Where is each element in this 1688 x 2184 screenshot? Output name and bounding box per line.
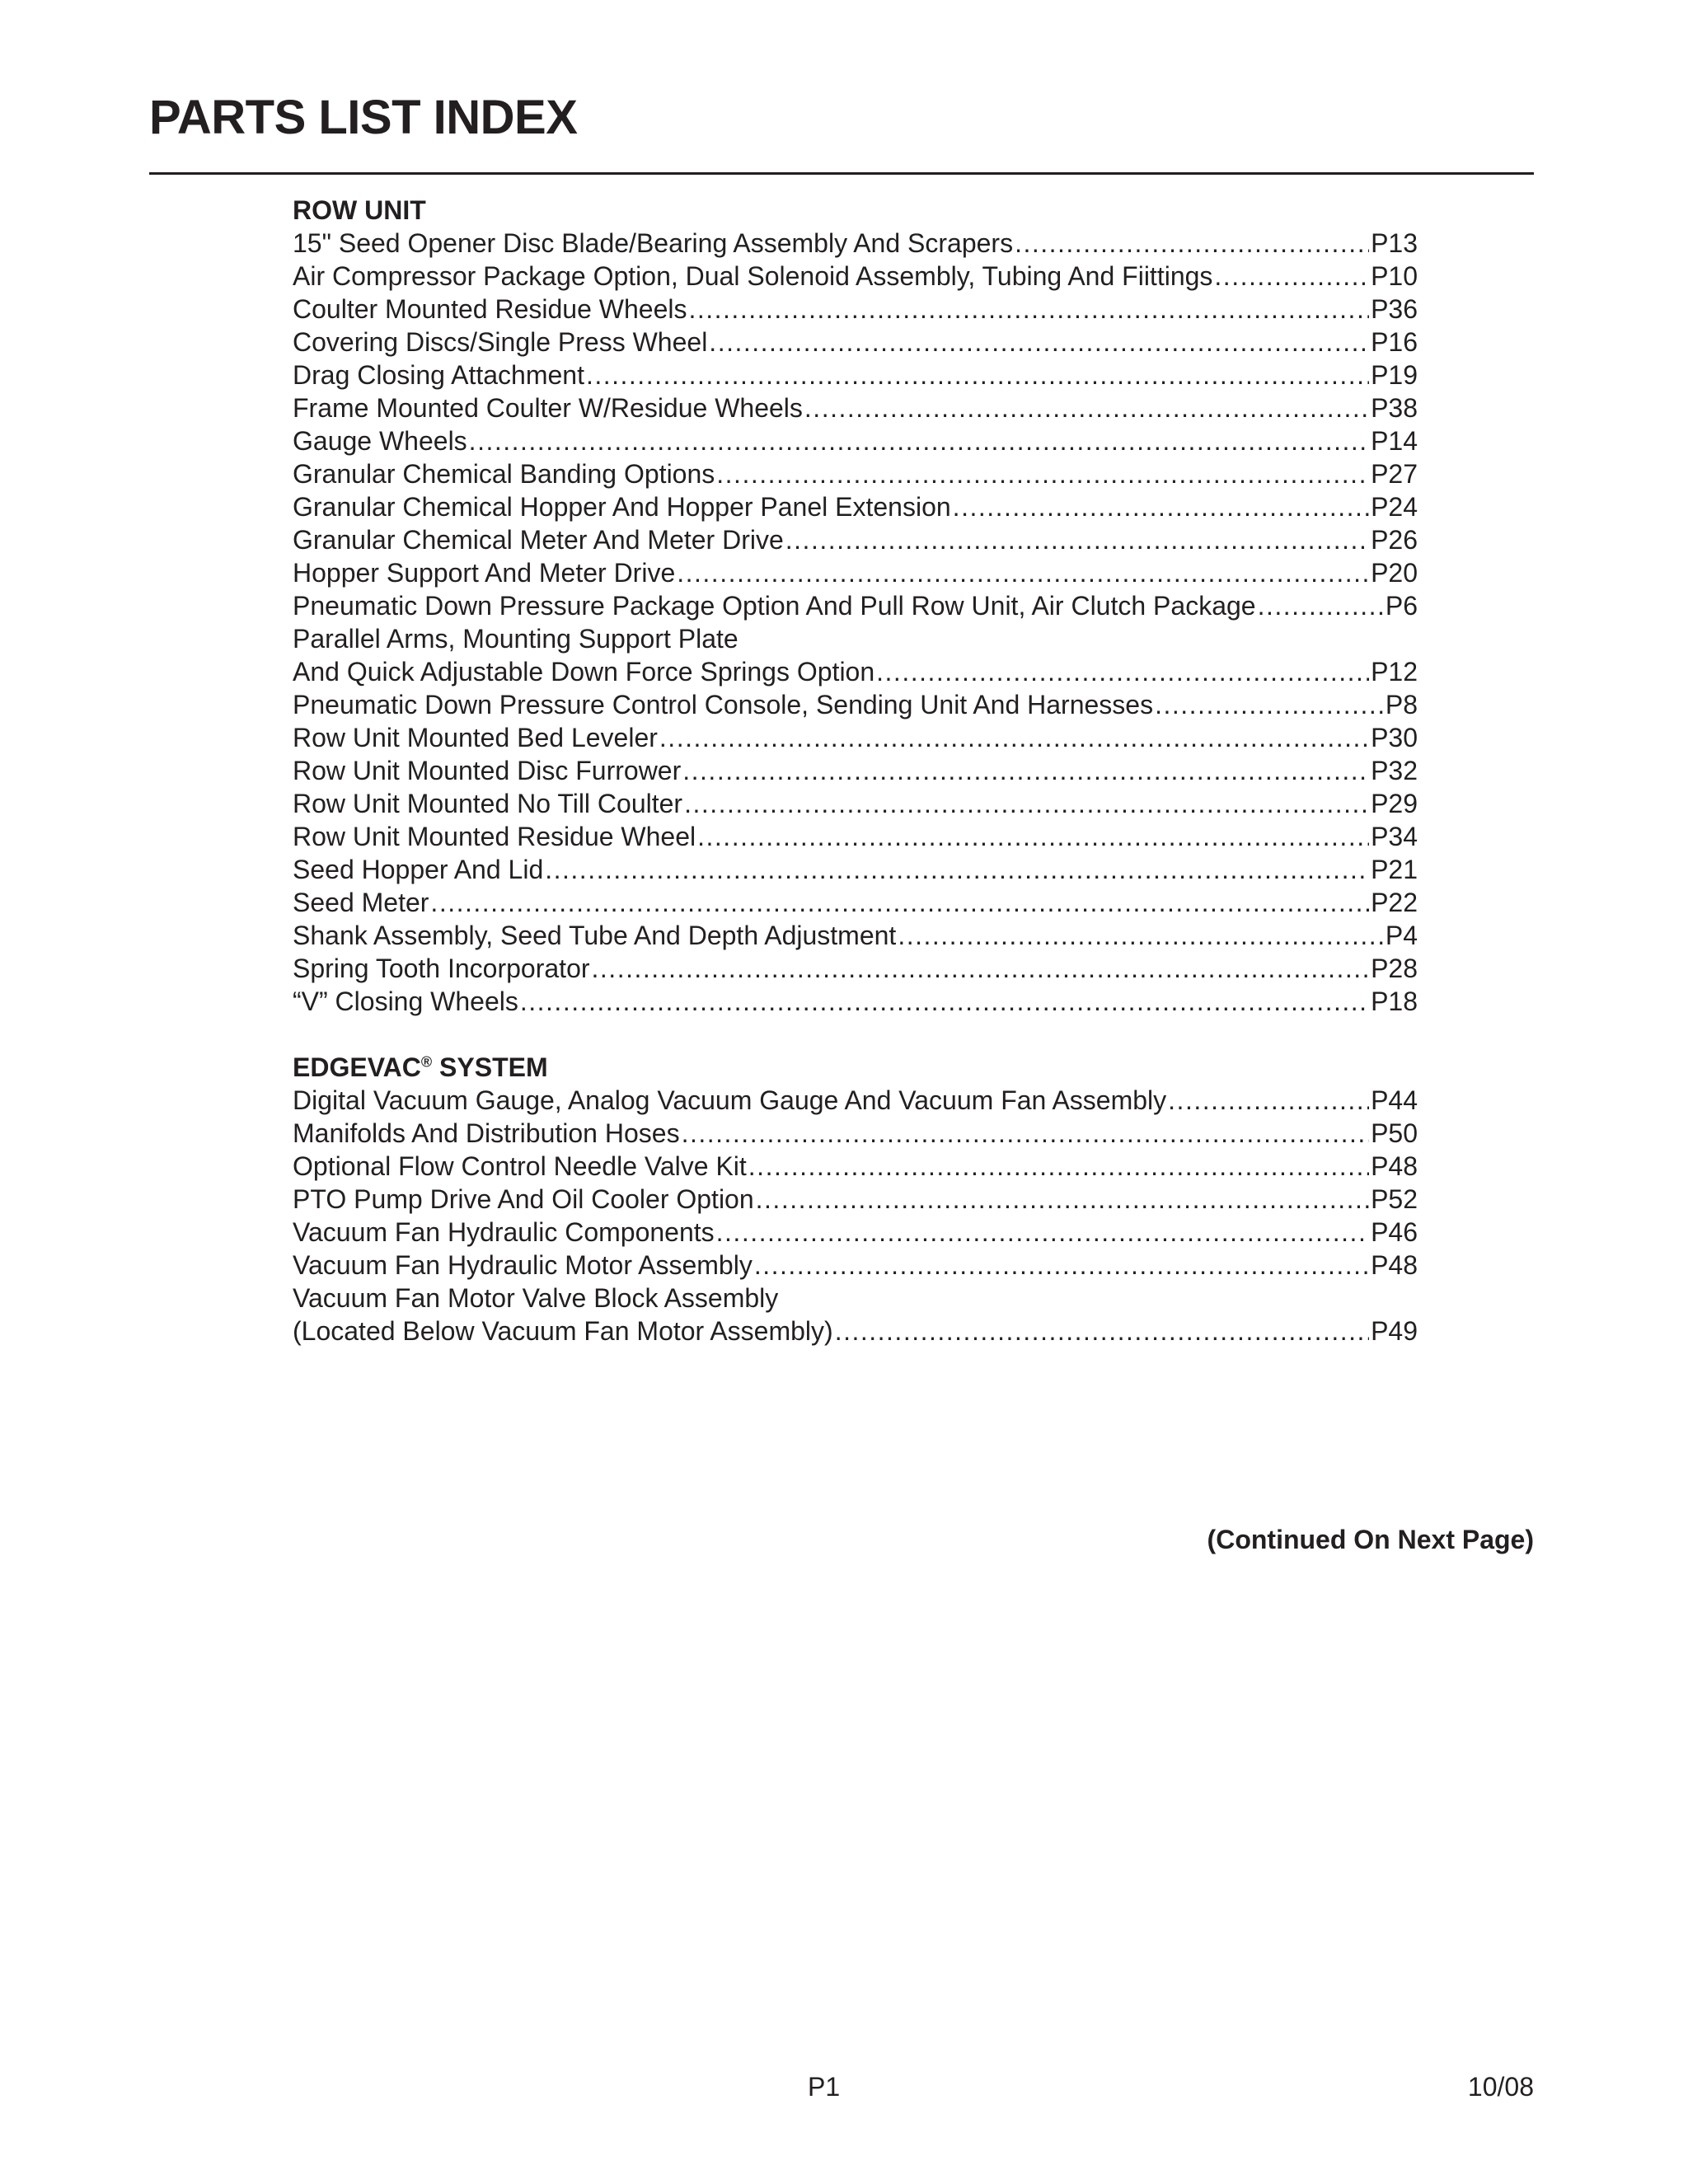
index-entry-line	[293, 688, 1418, 721]
entry-title: Seed Hopper And Lid	[293, 855, 544, 884]
dot-leader	[659, 721, 1369, 754]
entry-title: And Quick Adjustable Down Force Springs Option	[293, 657, 875, 687]
entry-title: Granular Chemical Meter And Meter Drive	[293, 525, 784, 555]
index-entry	[293, 1084, 1418, 1117]
entry-title: Covering Discs/Single Press Wheel	[293, 327, 708, 357]
entry-page-ref: P6	[1385, 591, 1418, 621]
section-heading-text: EDGEVAC	[293, 1052, 421, 1082]
index-entry	[293, 523, 1418, 556]
section-heading-suffix: SYSTEM	[432, 1052, 548, 1082]
section-spacer	[293, 1018, 1418, 1051]
dot-leader	[1168, 1084, 1369, 1117]
dot-leader	[592, 952, 1370, 985]
entry-page-ref: P32	[1371, 756, 1418, 785]
parts-index-list	[293, 194, 1418, 1347]
index-entry	[293, 260, 1418, 293]
index-entry	[293, 457, 1418, 490]
dot-leader	[804, 391, 1369, 424]
entry-title: PTO Pump Drive And Oil Cooler Option	[293, 1184, 754, 1214]
index-entry	[293, 1282, 1418, 1347]
index-entry-line	[293, 293, 1418, 326]
entry-title: Granular Chemical Banding Options	[293, 459, 715, 489]
dot-leader	[748, 1150, 1369, 1183]
index-entry-line	[293, 260, 1418, 293]
title-divider	[149, 172, 1534, 175]
entry-title: Pneumatic Down Pressure Package Option And Pull Row Unit, Air Clutch Package	[293, 591, 1256, 621]
entry-title: 15" Seed Opener Disc Blade/Bearing Assembly And Scrapers	[293, 228, 1014, 258]
index-entry	[293, 1183, 1418, 1216]
index-entry-line	[293, 589, 1418, 622]
entry-title: “V” Closing Wheels	[293, 987, 518, 1016]
entry-title: Vacuum Fan Motor Valve Block Assembly	[293, 1283, 779, 1313]
entry-title: Vacuum Fan Hydraulic Motor Assembly	[293, 1250, 753, 1280]
continued-note: (Continued On Next Page)	[1207, 1525, 1534, 1554]
dot-leader	[898, 919, 1384, 952]
index-entry	[293, 1249, 1418, 1282]
index-entry	[293, 919, 1418, 952]
entry-title: Coulter Mounted Residue Wheels	[293, 294, 687, 324]
index-entry-line	[293, 1282, 1418, 1315]
index-entry	[293, 721, 1418, 754]
dot-leader	[876, 655, 1369, 688]
entry-page-ref: P13	[1371, 228, 1418, 258]
entry-title: Manifolds And Distribution Hoses	[293, 1118, 680, 1148]
dot-leader	[756, 1183, 1369, 1216]
index-entry-line	[293, 457, 1418, 490]
index-entry	[293, 1216, 1418, 1249]
dot-leader	[835, 1315, 1369, 1347]
index-entry-line	[293, 919, 1418, 952]
index-entry	[293, 853, 1418, 886]
section-heading-text: ROW UNIT	[293, 195, 426, 225]
index-entry-line	[293, 820, 1418, 853]
registered-mark: ®	[420, 1053, 433, 1071]
entry-page-ref: P4	[1385, 921, 1418, 950]
entry-title: Parallel Arms, Mounting Support Plate	[293, 624, 738, 654]
index-entry-line	[293, 391, 1418, 424]
footer-page-number: P1	[808, 2072, 841, 2102]
entry-page-ref: P48	[1371, 1250, 1418, 1280]
index-entry	[293, 1150, 1418, 1183]
entry-title: Optional Flow Control Needle Valve Kit	[293, 1151, 747, 1181]
index-entry	[293, 227, 1418, 260]
dot-leader	[545, 853, 1369, 886]
index-entry	[293, 589, 1418, 622]
entry-title: Row Unit Mounted Disc Furrower	[293, 756, 682, 785]
entry-page-ref: P26	[1371, 525, 1418, 555]
entry-page-ref: P38	[1371, 393, 1418, 423]
index-entry-line	[293, 1084, 1418, 1117]
entry-page-ref: P52	[1371, 1184, 1418, 1214]
dot-leader	[716, 457, 1369, 490]
index-entry-line	[293, 985, 1418, 1018]
index-entry-line	[293, 655, 1418, 688]
index-entry	[293, 622, 1418, 688]
entry-page-ref: P18	[1371, 987, 1418, 1016]
entry-page-ref: P10	[1371, 261, 1418, 291]
index-entry	[293, 490, 1418, 523]
index-entry	[293, 556, 1418, 589]
dot-leader	[430, 886, 1369, 919]
entry-page-ref: P46	[1371, 1217, 1418, 1247]
entry-page-ref: P21	[1371, 855, 1418, 884]
index-entry-line	[293, 1315, 1418, 1347]
index-entry	[293, 424, 1418, 457]
index-entry-line	[293, 326, 1418, 359]
index-entry	[293, 1117, 1418, 1150]
entry-title: (Located Below Vacuum Fan Motor Assembly)	[293, 1316, 833, 1346]
index-entry	[293, 391, 1418, 424]
entry-page-ref: P19	[1371, 360, 1418, 390]
entry-title: Row Unit Mounted No Till Coulter	[293, 789, 683, 818]
dot-leader	[684, 787, 1369, 820]
entry-title: Row Unit Mounted Bed Leveler	[293, 723, 658, 752]
index-entry	[293, 952, 1418, 985]
index-entry	[293, 359, 1418, 391]
section-heading	[293, 194, 1418, 227]
index-entry	[293, 886, 1418, 919]
dot-leader	[1214, 260, 1369, 293]
index-entry-line	[293, 721, 1418, 754]
entry-title: Air Compressor Package Option, Dual Solenoid Assembly, Tubing And Fiittings	[293, 261, 1213, 291]
entry-page-ref: P20	[1371, 558, 1418, 588]
index-entry	[293, 688, 1418, 721]
index-entry	[293, 293, 1418, 326]
entry-page-ref: P8	[1385, 690, 1418, 719]
dot-leader	[754, 1249, 1369, 1282]
section-heading	[293, 1051, 1418, 1084]
entry-page-ref: P44	[1371, 1085, 1418, 1115]
index-entry-line	[293, 1249, 1418, 1282]
index-entry-line	[293, 754, 1418, 787]
entry-page-ref: P34	[1371, 822, 1418, 851]
index-entry-line	[293, 227, 1418, 260]
dot-leader	[953, 490, 1369, 523]
entry-page-ref: P36	[1371, 294, 1418, 324]
entry-title: Drag Closing Attachment	[293, 360, 584, 390]
dot-leader	[682, 1117, 1370, 1150]
entry-title: Hopper Support And Meter Drive	[293, 558, 676, 588]
index-entry-line	[293, 622, 1418, 655]
dot-leader	[469, 424, 1369, 457]
entry-page-ref: P22	[1371, 888, 1418, 917]
dot-leader	[520, 985, 1369, 1018]
footer-date: 10/08	[1467, 2072, 1534, 2102]
index-entry-line	[293, 1150, 1418, 1183]
entry-title: Seed Meter	[293, 888, 429, 917]
entry-page-ref: P29	[1371, 789, 1418, 818]
entry-title: Granular Chemical Hopper And Hopper Panel Extension	[293, 492, 951, 522]
dot-leader	[682, 754, 1369, 787]
entry-title: Shank Assembly, Seed Tube And Depth Adjustment	[293, 921, 897, 950]
entry-page-ref: P50	[1371, 1118, 1418, 1148]
dot-leader	[785, 523, 1369, 556]
entry-page-ref: P16	[1371, 327, 1418, 357]
index-entry-line	[293, 853, 1418, 886]
index-entry-line	[293, 1117, 1418, 1150]
index-entry-line	[293, 1216, 1418, 1249]
entry-page-ref: P12	[1371, 657, 1418, 687]
index-section	[293, 194, 1418, 1018]
page-title: PARTS LIST INDEX	[149, 91, 578, 144]
index-entry-line	[293, 359, 1418, 391]
dot-leader	[1258, 589, 1384, 622]
dot-leader	[709, 326, 1369, 359]
dot-leader	[1155, 688, 1384, 721]
index-entry-line	[293, 886, 1418, 919]
dot-leader	[1015, 227, 1369, 260]
entry-page-ref: P28	[1371, 954, 1418, 983]
index-entry-line	[293, 523, 1418, 556]
index-entry	[293, 820, 1418, 853]
entry-title: Digital Vacuum Gauge, Analog Vacuum Gauge And Vacuum Fan Assembly	[293, 1085, 1167, 1115]
entry-title: Gauge Wheels	[293, 426, 467, 456]
index-entry	[293, 985, 1418, 1018]
dot-leader	[688, 293, 1369, 326]
entry-page-ref: P49	[1371, 1316, 1418, 1346]
index-entry	[293, 326, 1418, 359]
index-entry-line	[293, 787, 1418, 820]
entry-title: Pneumatic Down Pressure Control Console, Sending Unit And Harnesses	[293, 690, 1154, 719]
entry-page-ref: P48	[1371, 1151, 1418, 1181]
entry-title: Vacuum Fan Hydraulic Components	[293, 1217, 715, 1247]
index-entry-line	[293, 490, 1418, 523]
entry-page-ref: P30	[1371, 723, 1418, 752]
index-entry-line	[293, 1183, 1418, 1216]
entry-page-ref: P24	[1371, 492, 1418, 522]
index-entry	[293, 754, 1418, 787]
index-entry-line	[293, 556, 1418, 589]
index-entry	[293, 787, 1418, 820]
index-entry-line	[293, 952, 1418, 985]
dot-leader	[697, 820, 1369, 853]
index-entry-line	[293, 424, 1418, 457]
index-section	[293, 1051, 1418, 1347]
dot-leader	[716, 1216, 1369, 1249]
dot-leader	[586, 359, 1369, 391]
dot-leader	[677, 556, 1369, 589]
entry-title: Frame Mounted Coulter W/Residue Wheels	[293, 393, 803, 423]
entry-title: Row Unit Mounted Residue Wheel	[293, 822, 696, 851]
entry-page-ref: P14	[1371, 426, 1418, 456]
entry-page-ref: P27	[1371, 459, 1418, 489]
entry-title: Spring Tooth Incorporator	[293, 954, 590, 983]
